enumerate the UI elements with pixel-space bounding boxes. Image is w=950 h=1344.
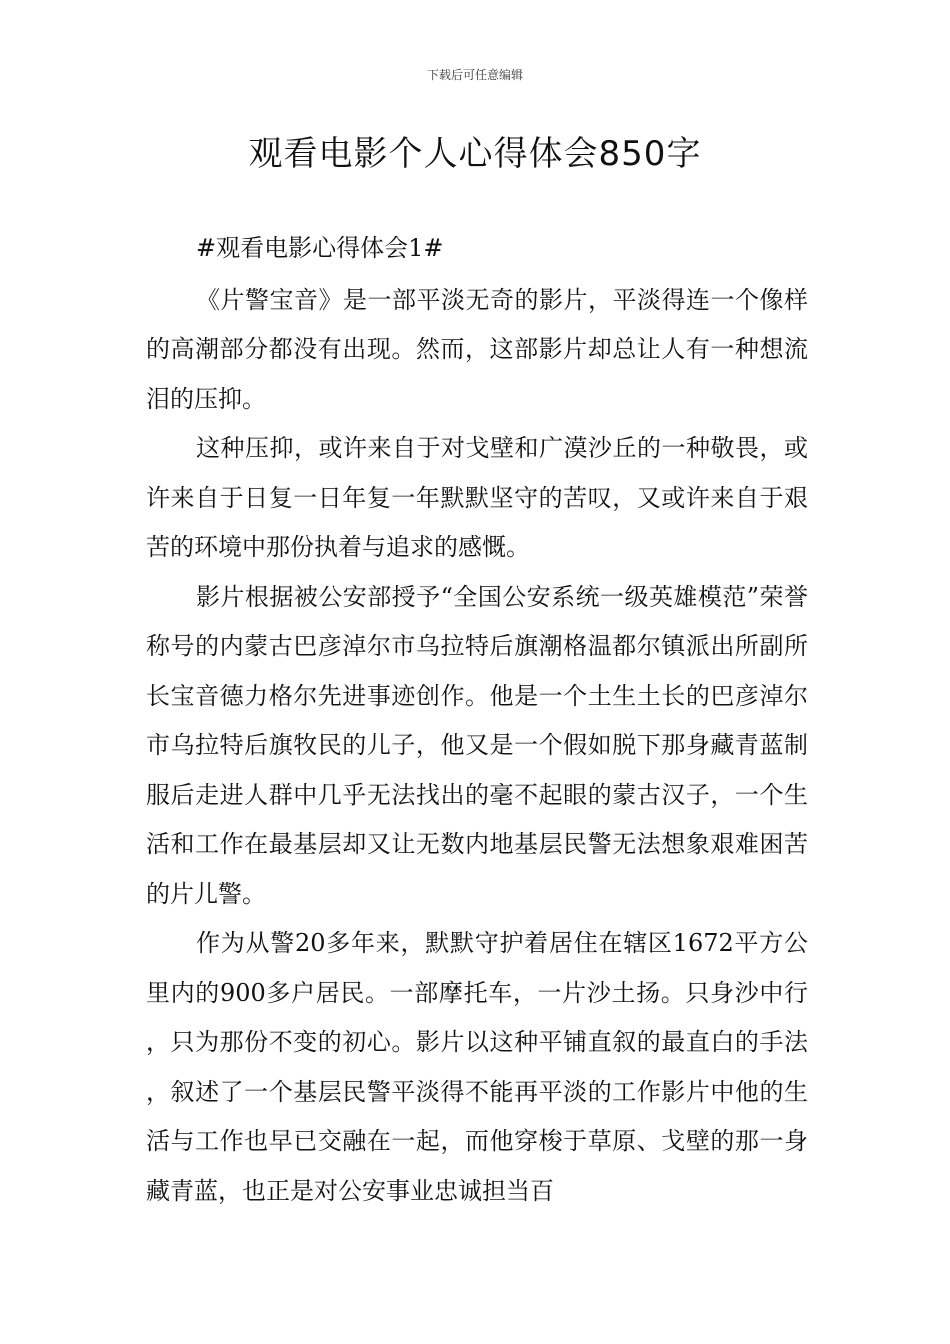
paragraph: 这种压抑，或许来自于对戈壁和广漠沙丘的一种敬畏，或许来自于日复一日年复一年默默坚守的苦叹，又或许来自于艰苦的环境中那份执着与追求的感慨。	[146, 434, 808, 561]
header-note: 下载后可任意编辑	[426, 68, 523, 82]
page-title: 观看电影个人心得体会850字	[248, 134, 702, 174]
paragraph: 作为从警20多年来，默默守护着居住在辖区1672平方公里内的900多户居民。一部摩托车，一片沙土扬。只身沙中行，只为那份不变的初心。影片以这种平铺直叙的最直白的手法，叙述了一个基层民警平淡得不能再平淡的工作影片中他的生活与工作也早已交融在一起，而他穿梭于草原、戈壁的那一身藏青蓝，也正是对公安事业忠诚担当百	[146, 929, 808, 1205]
paragraph: 影片根据被公安部授予“全国公安系统一级英雄模范”荣誉称号的内蒙古巴彦淖尔市乌拉特后旗潮格温都尔镇派出所副所长宝音德力格尔先进事迹创作。他是一个土生土长的巴彦淖尔市乌拉特后旗牧民的儿子，他又是一个假如脱下那身藏青蓝制服后走进人群中几乎无法找出的毫不起眼的蒙古汉子，一个生活和工作在最基层却又让无数内地基层民警无法想象艰难困苦的片儿警。	[146, 582, 808, 908]
paragraph: 《片警宝音》是一部平淡无奇的影片，平淡得连一个像样的高潮部分都没有出现。然而，这部影片却总让人有一种想流泪的压抑。	[146, 285, 808, 413]
document-body	[146, 224, 808, 1216]
section-heading: #观看电影心得体会1#	[196, 234, 444, 262]
